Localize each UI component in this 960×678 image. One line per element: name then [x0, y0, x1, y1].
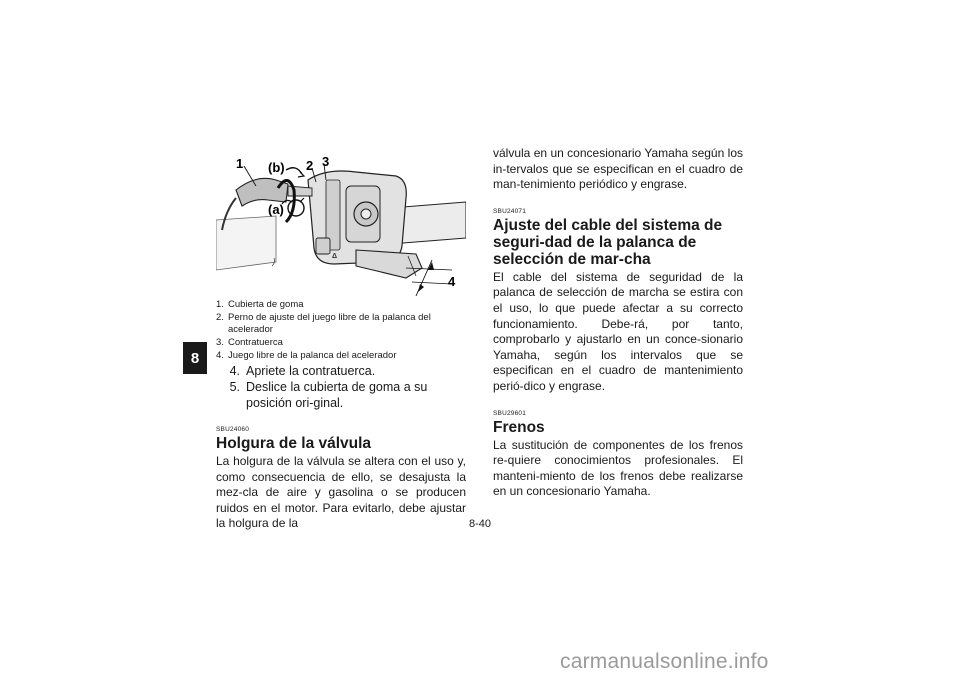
- svg-text:Δ: Δ: [332, 253, 338, 260]
- section-code: SBU29601: [493, 409, 527, 417]
- throttle-illustration: [216, 150, 466, 298]
- section-heading: Ajuste del cable del sistema de seguri-dad de la palanca de selección de mar-cha: [493, 216, 723, 268]
- figure-label: (a): [268, 202, 284, 217]
- step-item: [216, 363, 466, 379]
- step-item: [216, 379, 466, 411]
- chapter-tab: 8: [183, 342, 207, 374]
- watermark: carmanualsonline.info: [560, 650, 769, 673]
- figure-label: 4: [448, 274, 456, 289]
- section-body: La sustitución de componentes de los frenos re-quiere conocimientos profesionales. El manteni-miento de los frenos debe realizarse en un concesionario Yamaha.: [493, 437, 743, 499]
- step-number: 5.: [229, 380, 240, 394]
- throttle-diagram: [216, 150, 466, 298]
- legend-item: [216, 350, 466, 362]
- figure-label: (b): [268, 160, 285, 175]
- step-number: 4.: [229, 364, 240, 378]
- legend-item: [216, 337, 466, 349]
- legend-number: 3.: [216, 337, 224, 348]
- step-list: [216, 363, 466, 411]
- legend-text: Perno de ajuste del juego libre de la palanca del acelerador: [228, 312, 431, 335]
- section-body: El cable del sistema de seguridad de la palanca de selección de marcha se estira con el uso, lo que puede afectar a su correcto funcionamiento. Debe-rá, por tanto, comprobarlo y ajustarlo en un conce-sionario Yamaha, según los intervalos que se especifican en el cuadro de mantenimiento perió-dico y engrase.: [493, 269, 743, 393]
- figure-label: 2: [306, 158, 314, 173]
- legend-text: Contratuerca: [228, 337, 283, 348]
- legend-text: Cubierta de goma: [228, 299, 304, 310]
- section-body: La holgura de la válvula se altera con el uso y, como consecuencia de ello, se desajusta la mez-cla de aire y gasolina o se producen ruidos en el motor. Para evitarlo, debe ajustar la holgura de la: [216, 454, 466, 531]
- legend-number: 2.: [216, 312, 224, 323]
- step-text: Apriete la contratuerca.: [246, 364, 376, 378]
- right-column: [493, 146, 743, 500]
- section-heading: Frenos: [493, 418, 545, 436]
- section-code: SBU24060: [216, 426, 250, 433]
- legend-number: 1.: [216, 299, 224, 310]
- page-number: 8-40: [469, 518, 492, 530]
- legend-item: [216, 312, 466, 336]
- left-column: [216, 363, 466, 532]
- continued-text: válvula en un concesionario Yamaha según los in-tervalos que se especifican en el cuadro de man-tenimiento periódico y engrase.: [493, 146, 743, 192]
- figure-label: 1: [236, 156, 244, 171]
- figure-label: 3: [322, 154, 330, 169]
- figure-legend: [216, 299, 466, 362]
- step-text: Deslice la cubierta de goma a su posición ori-ginal.: [246, 380, 428, 410]
- legend-number: 4.: [216, 350, 224, 361]
- section-code: SBU24071: [493, 207, 527, 215]
- legend-text: Juego libre de la palanca del acelerador: [228, 350, 397, 361]
- section-heading: Holgura de la válvula: [216, 435, 372, 452]
- legend-item: [216, 299, 466, 311]
